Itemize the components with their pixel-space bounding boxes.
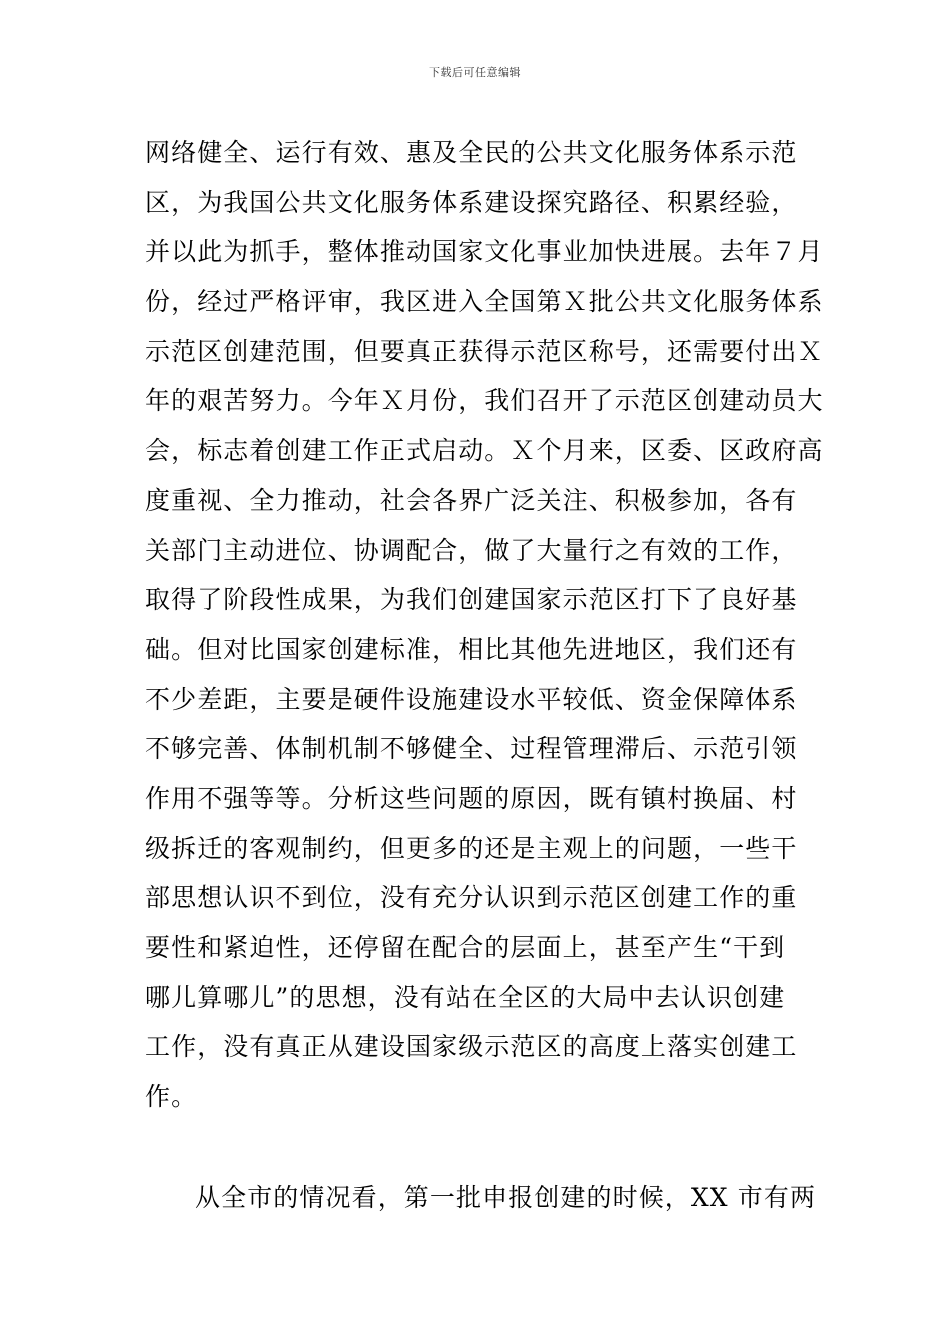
paragraph-line: 会，标志着创建工作正式启动。Ｘ个月来，区委、区政府高	[145, 436, 824, 466]
header-note: 下载后可任意编辑	[429, 66, 521, 79]
paragraph-line: 份，经过严格评审，我区进入全国第Ｘ批公共文化服务体系	[145, 287, 824, 317]
paragraph-2	[145, 1173, 815, 1223]
paragraph-line: 要性和紧迫性，还停留在配合的层面上，甚至产生“干到	[145, 933, 786, 962]
paragraph-line: 区，为我国公共文化服务体系建设探究路径、积累经验，	[145, 187, 798, 217]
paragraph-line: 关部门主动进位、协调配合，做了大量行之有效的工作，	[145, 535, 798, 565]
paragraph-line: 年的艰苦努力。今年Ｘ月份，我们召开了示范区创建动员大	[145, 386, 824, 416]
paragraph-line: 从全市的情况看，第一批申报创建的时候，XX 市有两	[195, 1183, 817, 1212]
paragraph-line: 哪儿算哪儿”的思想，没有站在全区的大局中去认识创建	[145, 982, 786, 1012]
paragraph-line: 作。	[145, 1082, 198, 1112]
paragraph-line: 示范区创建范围，但要真正获得示范区称号，还需要付出Ｘ	[145, 336, 824, 366]
paragraph-line: 级拆迁的客观制约，但更多的还是主观上的问题，一些干	[145, 833, 798, 863]
paragraph-line: 并以此为抓手，整体推动国家文化事业加快进展。去年７月	[145, 237, 824, 267]
paragraph-line: 工作，没有真正从建设国家级示范区的高度上落实创建工	[145, 1032, 798, 1062]
paragraph-line: 作用不强等等。分析这些问题的原因，既有镇村换届、村	[145, 783, 798, 813]
paragraph-line: 度重视、全力推动，社会各界广泛关注、积极参加，各有	[145, 485, 798, 515]
paragraph-line: 网络健全、运行有效、惠及全民的公共文化服务体系示范	[145, 138, 798, 167]
paragraph-line: 不够完善、体制机制不够健全、过程管理滞后、示范引领	[145, 734, 798, 764]
paragraph-1	[145, 128, 824, 1122]
paragraph-line: 础。但对比国家创建标准，相比其他先进地区，我们还有	[145, 634, 798, 664]
paragraph-line: 取得了阶段性成果，为我们创建国家示范区打下了良好基	[145, 585, 798, 615]
paragraph-line: 部思想认识不到位，没有充分认识到示范区创建工作的重	[145, 883, 798, 913]
paragraph-line: 不少差距，主要是硬件设施建设水平较低、资金保障体系	[145, 684, 798, 714]
